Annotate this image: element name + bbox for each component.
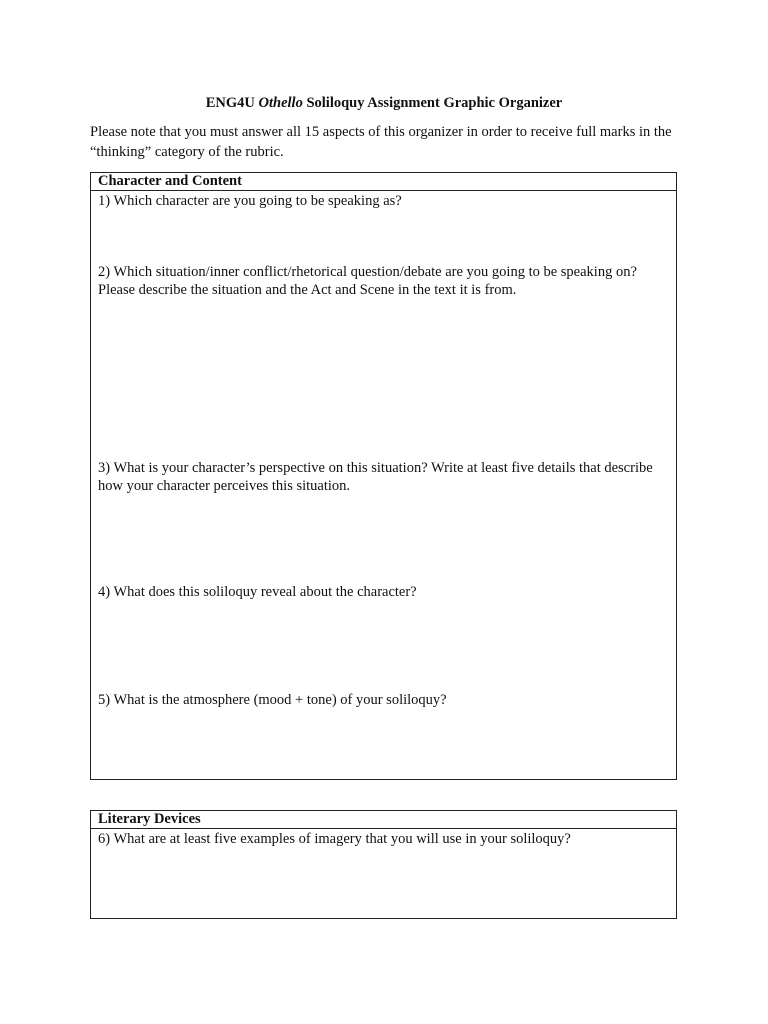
question-1: 1) Which character are you going to be speaking as? [98, 193, 402, 209]
literary-devices-section [90, 810, 677, 919]
character-content-section [90, 172, 677, 780]
question-4: 4) What does this soliloquy reveal about the character? [98, 584, 417, 600]
title-prefix: ENG4U [205, 95, 259, 111]
title-suffix: Soliloquy Assignment Graphic Organizer [302, 95, 563, 111]
question-6: 6) What are at least five examples of imagery that you will use in your soliloquy? [98, 831, 571, 847]
question-5: 5) What is the atmosphere (mood + tone) of your soliloquy? [98, 692, 447, 708]
question-3: 3) What is your character’s perspective on this situation? Write at least five details that describe how your character perceives this situation. [98, 460, 653, 494]
section-header: Character and Content [91, 173, 676, 191]
page-title [0, 94, 768, 112]
question-2: 2) Which situation/inner conflict/rhetorical question/debate are you going to be speaking on? Please describe the situation and the Act and Scene in the text it is from. [98, 264, 637, 298]
intro-paragraph: Please note that you must answer all 15 aspects of this organizer in order to receive full marks in the “thinking” category of the rubric. [90, 124, 672, 160]
section-header: Literary Devices [91, 811, 676, 829]
title-italic-work: Othello [258, 95, 303, 111]
